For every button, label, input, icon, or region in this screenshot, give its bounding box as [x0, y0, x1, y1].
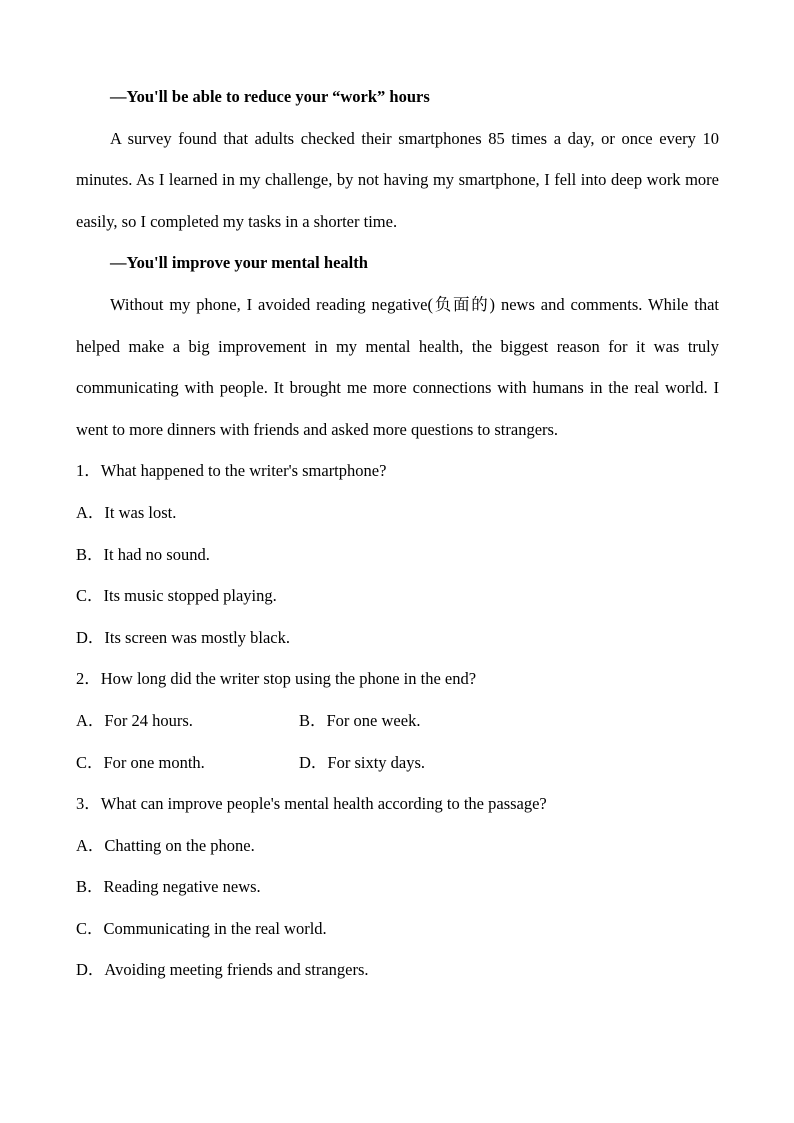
option-a: A．Chatting on the phone. [76, 835, 255, 855]
option-d: D．For sixty days. [299, 752, 426, 772]
question-stem: 3．What can improve people's mental health according to the passage? [76, 794, 547, 814]
section-heading-work-hours: —You'll be able to reduce your “work” hours [110, 87, 430, 106]
document-content [76, 76, 719, 991]
option-a: A．For 24 hours. [76, 710, 193, 730]
option-b: B．Reading negative news. [76, 877, 261, 897]
option-row [76, 742, 719, 784]
option-b: B．For one week. [299, 710, 421, 730]
option-c: C．Its music stopped playing. [76, 586, 277, 606]
question-2 [76, 658, 719, 783]
paragraph-mental-health: Without my phone, I avoided reading negative(负面的) news and comments. While that helped make a big improvement in my mental health, the biggest reason for it was truly communicating with people. It brought me more connections with humans in the real world. I went to more dinners with friends and asked more questions to strangers. [76, 294, 719, 439]
question-1 [76, 450, 719, 658]
question-stem: 2．How long did the writer stop using the phone in the end? [76, 669, 477, 689]
option-d: D．Avoiding meeting friends and strangers. [76, 960, 369, 980]
paragraph-work-hours: A survey found that adults checked their smartphones 85 times a day, or once every 10 minutes. As I learned in my challenge, by not having my smartphone, I fell into deep work more easily, so I completed my tasks in a shorter time. [76, 128, 719, 231]
question-stem: 1．What happened to the writer's smartphone? [76, 461, 387, 481]
option-b: B．It had no sound. [76, 544, 210, 564]
option-c: C．For one month. [76, 752, 205, 772]
option-row [76, 700, 719, 742]
option-c: C．Communicating in the real world. [76, 918, 327, 938]
option-a: A．It was lost. [76, 502, 177, 522]
option-d: D．Its screen was mostly black. [76, 627, 290, 647]
section-heading-mental-health: —You'll improve your mental health [110, 253, 368, 273]
question-3 [76, 783, 719, 991]
